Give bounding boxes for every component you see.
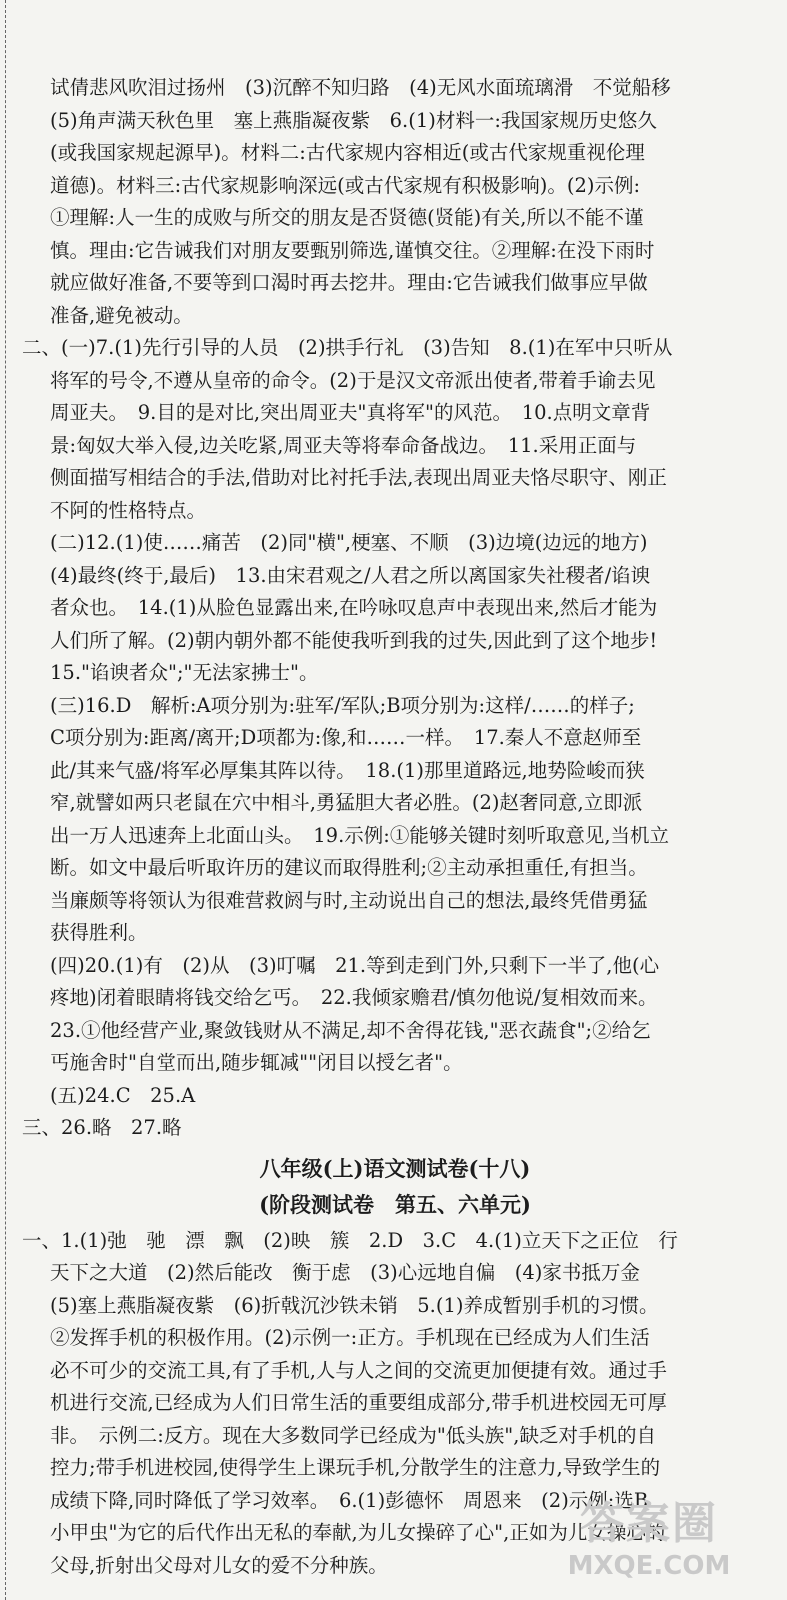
text-line: 机进行交流,已经成为人们日常生活的重要组成部分,带手机进校园无可厚 (50, 1391, 667, 1414)
text-line: 成绩下降,同时降低了学习效率。 6.(1)彭德怀 周恩来 (2)示例:选B (50, 1488, 649, 1512)
text-line: 23.①他经营产业,聚敛钱财从不满足,却不舍得花钱,"恶衣蔬食";②给乞 (50, 1018, 651, 1042)
text-line: 人们所了解。(2)朝内朝外都不能使我听到我的过失,因此到了这个地步! (50, 628, 658, 652)
text-line: 侧面描写相结合的手法,借助对比衬托手法,表现出周亚夫恪尽职守、刚正 (50, 466, 667, 489)
text-line: 试倩悲风吹泪过扬州 (3)沉醉不知归路 (4)无风水面琉璃滑 不觉船移 (50, 76, 671, 99)
text-line: (五)24.C 25.A (50, 1083, 196, 1107)
text-line: 一、1.(1)弛 驰 漂 飘 (2)映 簇 2.D 3.C 4.(1)立天下之正位 行 (22, 1228, 678, 1252)
text-line: 疼地)闭着眼睛将钱交给乞丐。 22.我倾家赡君/慎勿他说/复相效而来。 (50, 986, 658, 1009)
text-line: 准备,避免被动。 (50, 303, 193, 327)
text-line: 此/其来气盛/将军必厚集其阵以待。 18.(1)那里道路远,地势险峻而狭 (50, 758, 645, 782)
text-line: 窄,就譬如两只老鼠在穴中相斗,勇猛胆大者必胜。(2)赵奢同意,立即派 (50, 791, 643, 814)
text-line: C项分别为:距离/离开;D项都为:像,和……一样。 17.秦人不意赵师至 (50, 726, 642, 749)
text-line: 获得胜利。 (50, 921, 148, 944)
text-line: 15."谄谀者众";"无法家拂士"。 (50, 661, 319, 684)
watermark-site: MXQE.COM (567, 1551, 731, 1581)
watermark (529, 1498, 769, 1590)
text-line: 必不可少的交流工具,有了手机,人与人之间的交流更加便捷有效。通过手 (50, 1358, 667, 1382)
text-line: ②发挥手机的积极作用。(2)示例一:正方。手机现在已经成为人们生活 (50, 1326, 650, 1349)
section-part1-continued (22, 72, 768, 332)
text-line: 不阿的性格特点。 (50, 498, 207, 522)
text-line: 小甲虫"为它的后代作出无私的奉献,为儿女操碎了心",正如为儿女操心的 (50, 1521, 666, 1544)
text-line: (二)12.(1)使……痛苦 (2)同"横",梗塞、不顺 (3)边境(边远的地方) (50, 531, 648, 554)
text-line: (三)16.D 解析:A项分别为:驻军/军队;B项分别为:这样/……的样子; (50, 693, 635, 717)
test-subtitle: (阶段测试卷 第五、六单元) (259, 1191, 531, 1217)
text-line: (5)塞上燕脂凝夜紫 (6)折戟沉沙铁未销 5.(1)养成暂别手机的习惯。 (50, 1293, 659, 1317)
text-line: 三、26.略 27.略 (22, 1116, 182, 1139)
text-line: ①理解:人一生的成败与所交的朋友是否贤德(贤能)有关,所以不能不谨 (50, 206, 644, 229)
text-line: 控力;带手机进校园,使得学生上课玩手机,分散学生的注意力,导致学生的 (50, 1456, 661, 1479)
answer-page (22, 72, 768, 1582)
text-line: 二、(一)7.(1)先行引导的人员 (2)拱手行礼 (3)告知 8.(1)在军中只听从 (22, 336, 673, 359)
binding-margin-line (0, 0, 6, 1600)
text-line: 非。 示例二:反方。现在大多数同学已经成为"低头族",缺乏对手机的自 (50, 1423, 656, 1447)
section-part2-four-five (22, 950, 768, 1113)
text-line: 者众也。 14.(1)从脸色显露出来,在吟咏叹息声中表现出来,然后才能为 (50, 596, 658, 619)
text-line: 景:匈奴大举入侵,边关吃紧,周亚夫等将奉命备战边。 11.采用正面与 (50, 433, 637, 457)
text-line: 丐施舍时"自堂而出,随步辄减""闭目以授乞者"。 (50, 1051, 463, 1074)
text-line: (4)最终(终于,最后) 13.由宋君观之/人君之所以离国家失社稷者/谄谀 (50, 563, 651, 587)
text-line: (或我国家规起源早)。材料二:古代家规内容相近(或古代家规重视伦理 (50, 141, 645, 164)
text-line: 当廉颇等将领认为很难营救阏与时,主动说出自己的想法,最终凭借勇猛 (50, 888, 648, 912)
section-part2-one (22, 332, 768, 527)
text-line: 断。如文中最后听取许历的建议而取得胜利;②主动承担重任,有担当。 (50, 856, 648, 879)
text-line: 出一万人迅速奔上北面山头。 19.示例:①能够关键时刻听取意见,当机立 (50, 823, 670, 847)
section-part2-two (22, 527, 768, 690)
text-line: 道德)。材料三:古代家规影响深远(或古代家规有积极影响)。(2)示例: (50, 173, 641, 197)
text-line: (四)20.(1)有 (2)从 (3)叮嘱 21.等到走到门外,只剩下一半了,他(心 (50, 953, 660, 977)
text-line: (5)角声满天秋色里 塞上燕脂凝夜紫 6.(1)材料一:我国家规历史悠久 (50, 108, 657, 132)
test-title-block (22, 1151, 768, 1223)
text-line: 周亚夫。 9.目的是对比,突出周亚夫"真将军"的风范。 10.点明文章背 (50, 401, 651, 424)
watermark-logo: 答案圈 (580, 1498, 718, 1549)
text-line: 就应做好准备,不要等到口渴时再去挖井。理由:它告诫我们做事应早做 (50, 271, 648, 294)
text-line: 天下之大道 (2)然后能改 衡于虑 (3)心远地自偏 (4)家书抵万金 (50, 1261, 640, 1284)
test-title: 八年级(上)语文测试卷(十八) (259, 1155, 531, 1181)
text-line: 将军的号令,不遵从皇帝的命令。(2)于是汉文帝派出使者,带着手谕去见 (50, 368, 656, 392)
text-line: 父母,折射出父母对儿女的爱不分种族。 (50, 1553, 388, 1577)
section-part2-three (22, 690, 768, 950)
section-part3 (22, 1112, 768, 1145)
text-line: 慎。理由:它告诫我们对朋友要甄别筛选,谨慎交往。②理解:在没下雨时 (50, 238, 655, 262)
